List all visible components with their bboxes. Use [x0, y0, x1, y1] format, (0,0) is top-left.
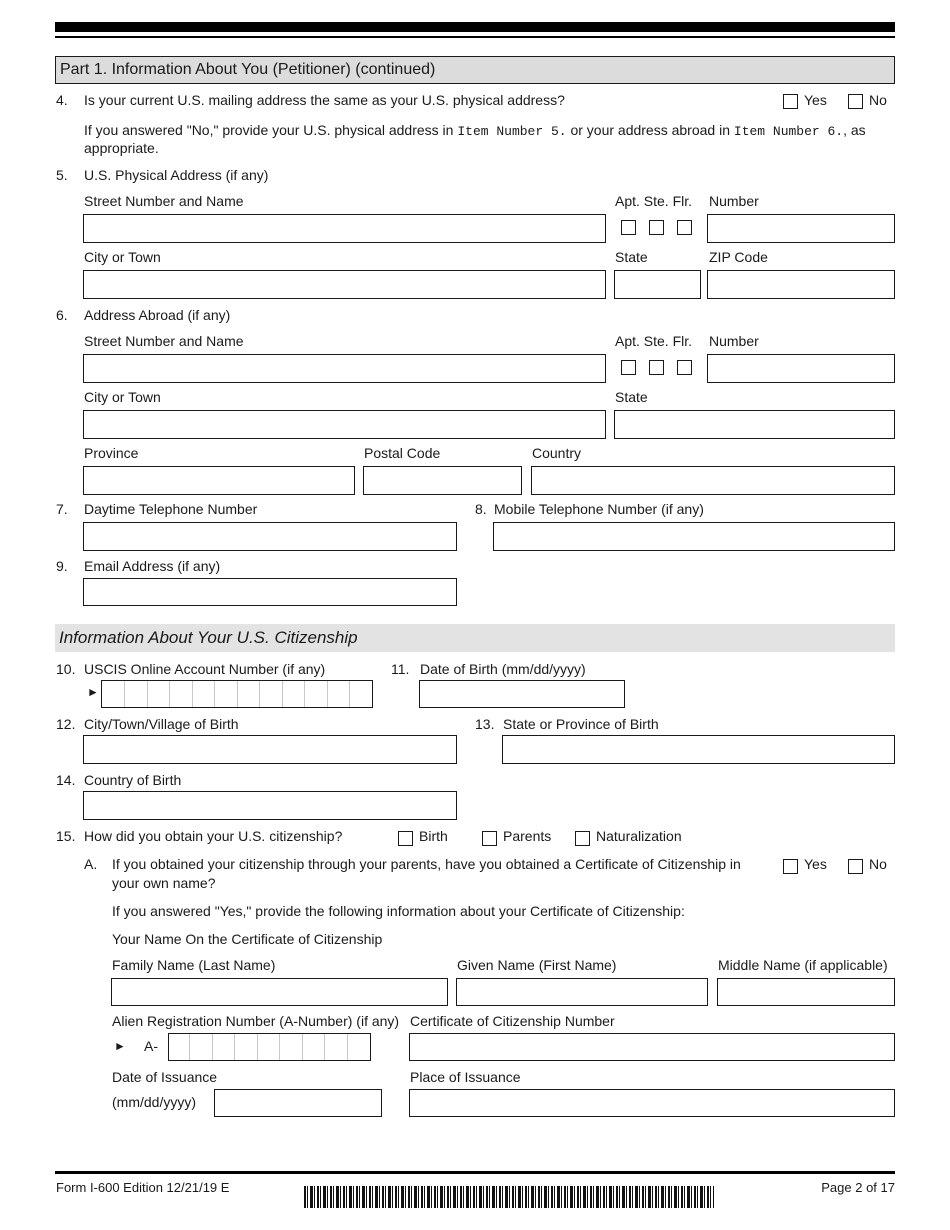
q15a-anumber-input[interactable]: [168, 1033, 371, 1061]
q15a-given-name-input[interactable]: [456, 978, 708, 1006]
q4-number: 4.: [56, 92, 68, 108]
q4-yes-label: Yes: [804, 92, 827, 108]
q4-no-label: No: [869, 92, 887, 108]
q15a-no-label: No: [869, 856, 887, 872]
top-thin-rule: [55, 36, 895, 38]
q7-number: 7.: [56, 501, 68, 517]
q8-number: 8.: [475, 501, 487, 517]
q6-province-label: Province: [84, 445, 139, 461]
q6-postal-input[interactable]: [363, 466, 522, 495]
q11-label: Date of Birth (mm/dd/yyyy): [420, 661, 586, 677]
q12-city-of-birth-input[interactable]: [83, 735, 457, 764]
q4-question: Is your current U.S. mailing address the same as your U.S. physical address?: [84, 92, 565, 108]
q5-number-label: Number: [709, 193, 759, 209]
q10-number: 10.: [56, 661, 76, 677]
q7-label: Daytime Telephone Number: [84, 501, 258, 517]
q15-number: 15.: [56, 828, 76, 844]
q6-street-label: Street Number and Name: [84, 333, 244, 349]
q4-note-line2: appropriate.: [84, 140, 159, 156]
q15a-issuance-date-format: (mm/dd/yyyy): [112, 1094, 196, 1110]
q4-note-b: or your address abroad in: [566, 122, 734, 138]
q5-zip-input[interactable]: [707, 270, 895, 299]
q13-number: 13.: [475, 716, 495, 732]
q15-naturalization-label: Naturalization: [596, 828, 682, 844]
q13-label: State or Province of Birth: [503, 716, 659, 732]
q6-province-input[interactable]: [83, 466, 355, 495]
q11-date-of-birth-input[interactable]: [419, 680, 625, 708]
q9-email-input[interactable]: [83, 578, 457, 606]
q6-country-input[interactable]: [531, 466, 895, 495]
q12-label: City/Town/Village of Birth: [84, 716, 239, 732]
q10-label: USCIS Online Account Number (if any): [84, 661, 326, 677]
q15a-middle-label: Middle Name (if applicable): [718, 957, 888, 973]
footer-rule: [55, 1171, 895, 1174]
q9-label: Email Address (if any): [84, 558, 221, 574]
q15a-anumber-label: Alien Registration Number (A-Number) (if any): [112, 1013, 400, 1029]
q11-number: 11.: [391, 661, 410, 677]
q8-label: Mobile Telephone Number (if any): [494, 501, 704, 517]
q7-daytime-phone-input[interactable]: [83, 522, 457, 551]
q14-number: 14.: [56, 772, 76, 788]
q15a-anumber-prefix: A-: [144, 1038, 158, 1054]
q15a-cert-number-label: Certificate of Citizenship Number: [410, 1013, 615, 1029]
part-header: Part 1. Information About You (Petitioner) (continued): [55, 56, 895, 84]
q5-street-label: Street Number and Name: [84, 193, 244, 209]
q5-number-input[interactable]: [707, 214, 895, 243]
q15-parents-checkbox[interactable]: [482, 831, 497, 846]
q5-title: U.S. Physical Address (if any): [84, 167, 269, 183]
q6-flr-checkbox[interactable]: [677, 360, 692, 375]
q4-note-a: If you answered "No," provide your U.S. physical address in: [84, 122, 458, 138]
q6-city-label: City or Town: [84, 389, 161, 405]
q6-postal-label: Postal Code: [364, 445, 441, 461]
q15a-issuance-date-input[interactable]: [214, 1089, 382, 1117]
q15a-issuance-place-input[interactable]: [409, 1089, 895, 1117]
q15a-family-name-input[interactable]: [111, 978, 448, 1006]
q6-number-label: Number: [709, 333, 759, 349]
q15a-family-label: Family Name (Last Name): [112, 957, 276, 973]
q6-number-input[interactable]: [707, 354, 895, 383]
q6-state-label: State: [615, 389, 648, 405]
q5-ste-checkbox[interactable]: [649, 220, 664, 235]
q12-number: 12.: [56, 716, 76, 732]
q6-state-input[interactable]: [614, 410, 895, 439]
q15-parents-label: Parents: [503, 828, 552, 844]
q6-ste-checkbox[interactable]: [649, 360, 664, 375]
q15-naturalization-checkbox[interactable]: [575, 831, 590, 846]
q5-state-select[interactable]: [614, 270, 701, 299]
q6-city-input[interactable]: [83, 410, 606, 439]
q6-title: Address Abroad (if any): [84, 307, 231, 323]
citizenship-section-header: Information About Your U.S. Citizenship: [55, 624, 895, 652]
q15a-instruction: If you answered "Yes," provide the following information about your Certificate of Citizenship:: [112, 903, 685, 919]
footer-form-id: Form I-600 Edition 12/21/19 E: [56, 1180, 230, 1195]
q4-note-c: , as: [843, 122, 866, 138]
q15-question: How did you obtain your U.S. citizenship?: [84, 828, 343, 844]
q15a-name-heading: Your Name On the Certificate of Citizenship: [112, 931, 383, 947]
q5-apt-label: Apt. Ste. Flr.: [615, 193, 693, 209]
q15a-anumber-arrow-icon: ►: [114, 1039, 126, 1053]
q5-zip-label: ZIP Code: [709, 249, 768, 265]
q5-number: 5.: [56, 167, 68, 183]
q13-state-of-birth-input[interactable]: [502, 735, 895, 764]
q9-number: 9.: [56, 558, 68, 574]
q15-birth-label: Birth: [419, 828, 448, 844]
q6-number: 6.: [56, 307, 68, 323]
top-thick-rule: [55, 22, 895, 32]
q5-street-input[interactable]: [83, 214, 606, 243]
q15a-question-line2: your own name?: [112, 875, 216, 891]
q15a-letter: A.: [84, 856, 98, 872]
q4-note: [84, 122, 866, 140]
q6-street-input[interactable]: [83, 354, 606, 383]
q14-country-of-birth-input[interactable]: [83, 791, 457, 820]
q4-yes-checkbox[interactable]: [783, 94, 798, 109]
q4-no-checkbox[interactable]: [848, 94, 863, 109]
q15a-question-line1: If you obtained your citizenship through your parents, have you obtained a Certificate of Citizenship in: [112, 856, 741, 872]
q15a-yes-checkbox[interactable]: [783, 859, 798, 874]
q6-apt-label: Apt. Ste. Flr.: [615, 333, 693, 349]
q5-apt-checkbox[interactable]: [621, 220, 636, 235]
footer-barcode: [304, 1186, 714, 1208]
q5-city-label: City or Town: [84, 249, 161, 265]
q15a-middle-name-input[interactable]: [717, 978, 895, 1006]
q4-note-ref-5: Item Number 5.: [457, 124, 567, 139]
q5-state-label: State: [615, 249, 648, 265]
q15a-yes-label: Yes: [804, 856, 827, 872]
q15a-issuance-date-label: Date of Issuance: [112, 1069, 218, 1085]
q15a-no-checkbox[interactable]: [848, 859, 863, 874]
q10-uscis-account-input[interactable]: [101, 680, 373, 708]
q15a-given-label: Given Name (First Name): [457, 957, 617, 973]
q8-mobile-phone-input[interactable]: [493, 522, 895, 551]
q5-city-input[interactable]: [83, 270, 606, 299]
q10-arrow-icon: ►: [87, 685, 99, 699]
q14-label: Country of Birth: [84, 772, 182, 788]
q4-note-ref-6: Item Number 6.: [733, 124, 844, 139]
footer-page-number: Page 2 of 17: [821, 1180, 895, 1195]
q15-birth-checkbox[interactable]: [398, 831, 413, 846]
q5-flr-checkbox[interactable]: [677, 220, 692, 235]
q15a-cert-number-input[interactable]: [409, 1033, 895, 1061]
q6-apt-checkbox[interactable]: [621, 360, 636, 375]
q15a-issuance-place-label: Place of Issuance: [410, 1069, 521, 1085]
q6-country-label: Country: [532, 445, 582, 461]
